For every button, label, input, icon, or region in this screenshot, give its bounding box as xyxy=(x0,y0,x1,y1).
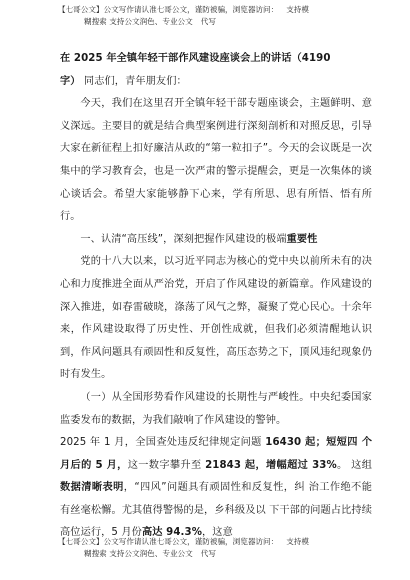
banner-line-1: 【七哥公文】公文写作请认准七哥公文，谨防被骗，浏览器访问： 支持模 xyxy=(58,537,309,546)
banner-line-1: 【七哥公文】公文写作请认准七哥公文，谨防被骗，浏览器访问： 支持模 xyxy=(58,5,309,14)
banner-line-2: 糊搜索 支持公文润色、专业公文 代写 xyxy=(84,549,216,558)
document-body xyxy=(60,48,372,545)
document-title: 在 2025 年全镇年轻干部作风建设座谈会上的讲话（4190 字） 同志们，青年朋友们： xyxy=(60,53,331,87)
paragraph-statistics: 2025 年 1 月，全国查处违反纪律规定问题 16430 起；短短四 个月后的 5 月，这一数字攀升至 21843 起，增幅超过 33%。 这组数据清晰表明，“四风”问题具有顽固性和反复性，纠 治工作绝不能有丝毫松懈。尤其值得警惕的是，乡科级及以 下干部的问题占比持续高位运行，5 月份高达 94.3%，这意 xyxy=(60,437,372,539)
watermark-banner-top xyxy=(58,4,388,28)
banner-line-2: 糊搜索 支持公文润色、专业公文 代写 xyxy=(84,17,216,26)
subsection-heading-1: （一）从全国形势看作风建设的长期性与严峻性。中央纪委国家监委发布的数据，为我们敲响了作风建设的警钟。 xyxy=(60,391,372,426)
paragraph-background: 党的十八大以来，以习近平同志为核心的党中央以前所未有的决心和力度推进全面从严治党，开启了作风建设的新篇章。作风建设的深入推进，如春雷破晓，涤荡了风气之弊，凝聚了党心民心。十余年来，作风建设取得了历史性、开创性成就，但我们必须清醒地认识到，作风问题具有顽固性和反复性，高压态势之下，顶风违纪现象仍时有发生。 xyxy=(60,256,372,381)
watermark-banner-bottom xyxy=(58,536,388,560)
paragraph-intro: 今天，我们在这里召开全镇年轻干部专题座谈会，主题鲜明、意义深远。主要目的就是结合典型案例进行深刻剖析和对照反思，引导大家在新征程上扣好廉洁从政的“第一粒扣子”。今天的会议既是一次集中的学习教育会，也是一次严肃的警示提醒会，更是一次集体的谈心谈话会。希望大家能够静下心来，学有所思、思有所悟、悟有所行。 xyxy=(60,98,372,223)
section-heading-1: 一、认清“高压线”，深刻把握作风建设的极端重要性 xyxy=(80,233,318,245)
